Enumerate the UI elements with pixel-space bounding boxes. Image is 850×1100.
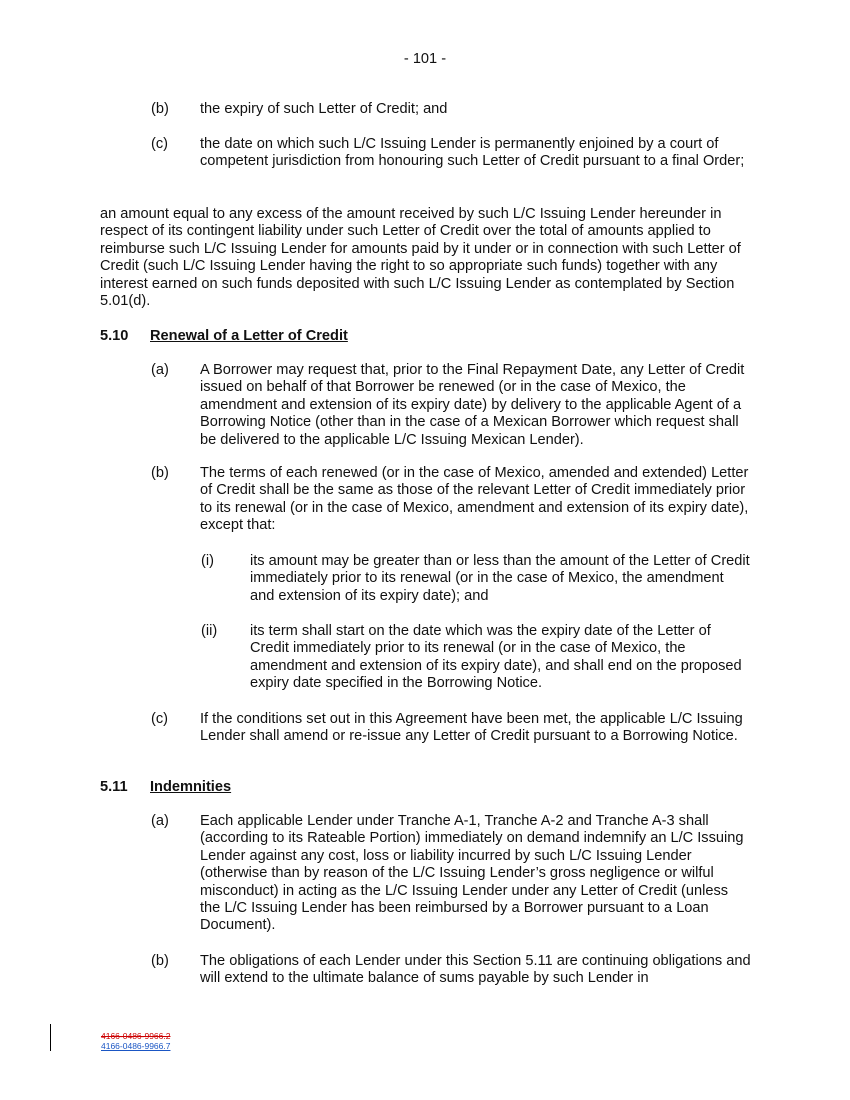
- item-text: Each applicable Lender under Tranche A-1, Tranche A-2 and Tranche A-3 shall (according to its Rateable Portion) immediately on demand indemnify an L/C Issuing Lender against any cost, loss or liability incurred by such L/C Issuing Lender (otherwise than by reason of the L/C Issuing Lender’s gross negligence or wilful misconduct) in acting as the L/C Issuing Lender under any Letter of Credit (unless the L/C Issuing Lender has been reimbursed by a Borrower pursuant to a Loan Document).: [200, 813, 744, 934]
- item-label: (b): [151, 101, 169, 117]
- item-label: (b): [151, 953, 169, 969]
- item-text: the date on which such L/C Issuing Lender is permanently enjoined by a court of competent jurisdiction from honouring such Letter of Credit pursuant to a final Order;: [200, 136, 745, 170]
- section-title: Indemnities: [150, 779, 232, 795]
- section-number: 5.11: [100, 779, 128, 795]
- item-label: (a): [151, 362, 169, 378]
- section-title: Renewal of a Letter of Credit: [150, 328, 348, 344]
- item-label: (a): [151, 813, 169, 829]
- item-text: the expiry of such Letter of Credit; and: [200, 101, 448, 117]
- item-text: its term shall start on the date which was the expiry date of the Letter of Credit immediately prior to its renewal (or in the case of Mexico, the amendment and extension of its expiry date), and shall end on the proposed expiry date specified in the Borrowing Notice.: [250, 623, 742, 692]
- page-number: - 101 -: [403, 51, 447, 67]
- item-label: (i): [201, 553, 214, 569]
- item-text: its amount may be greater than or less than the amount of the Letter of Credit immediately prior to its renewal (or in the case of Mexico, the amendment and extension of its expiry date); and: [250, 553, 750, 604]
- item-label: (ii): [201, 623, 218, 639]
- item-text: The obligations of each Lender under this Section 5.11 are continuing obligations and will extend to the ultimate balance of sums payable by such Lender in: [200, 953, 751, 987]
- item-label: (c): [151, 136, 169, 152]
- footer-old-doc-ref: 4166-0486-9966.2: [101, 1031, 171, 1041]
- item-text: A Borrower may request that, prior to the Final Repayment Date, any Letter of Credit issued on behalf of that Borrower be renewed (or in the case of Mexico, the amendment and extension of its expiry date) by delivery to the applicable Agent of a Borrowing Notice (other than in the case of a Mexican Borrower which request shall be delivered to the applicable L/C Issuing Mexican Lender).: [200, 362, 745, 448]
- item-text: The terms of each renewed (or in the case of Mexico, amended and extended) Letter of Credit shall be the same as those of the relevant Letter of Credit immediately prior to its renewal (or in the case of Mexico, amendment and extension of its expiry date), except that:: [200, 465, 749, 534]
- change-bar: [50, 1024, 51, 1051]
- footer-new-doc-ref: 4166-0486-9966.7: [101, 1041, 171, 1051]
- item-text: If the conditions set out in this Agreement have been met, the applicable L/C Issuing Lender shall amend or re-issue any Letter of Credit pursuant to a Borrowing Notice.: [200, 711, 743, 745]
- section-number: 5.10: [100, 328, 129, 344]
- item-label: (b): [151, 465, 169, 481]
- closing-paragraph: an amount equal to any excess of the amount received by such L/C Issuing Lender hereunder in respect of its contingent liability under such Letter of Credit over the total of amounts applied to reimburse such L/C Issuing Lender for amounts paid by it under or in connection with such Letter of Credit (such L/C Issuing Lender having the right to so appropriate such funds) together with any interest earned on such funds deposited with such L/C Issuing Lender as contemplated by Section 5.01(d).: [100, 206, 741, 310]
- item-label: (c): [151, 711, 169, 727]
